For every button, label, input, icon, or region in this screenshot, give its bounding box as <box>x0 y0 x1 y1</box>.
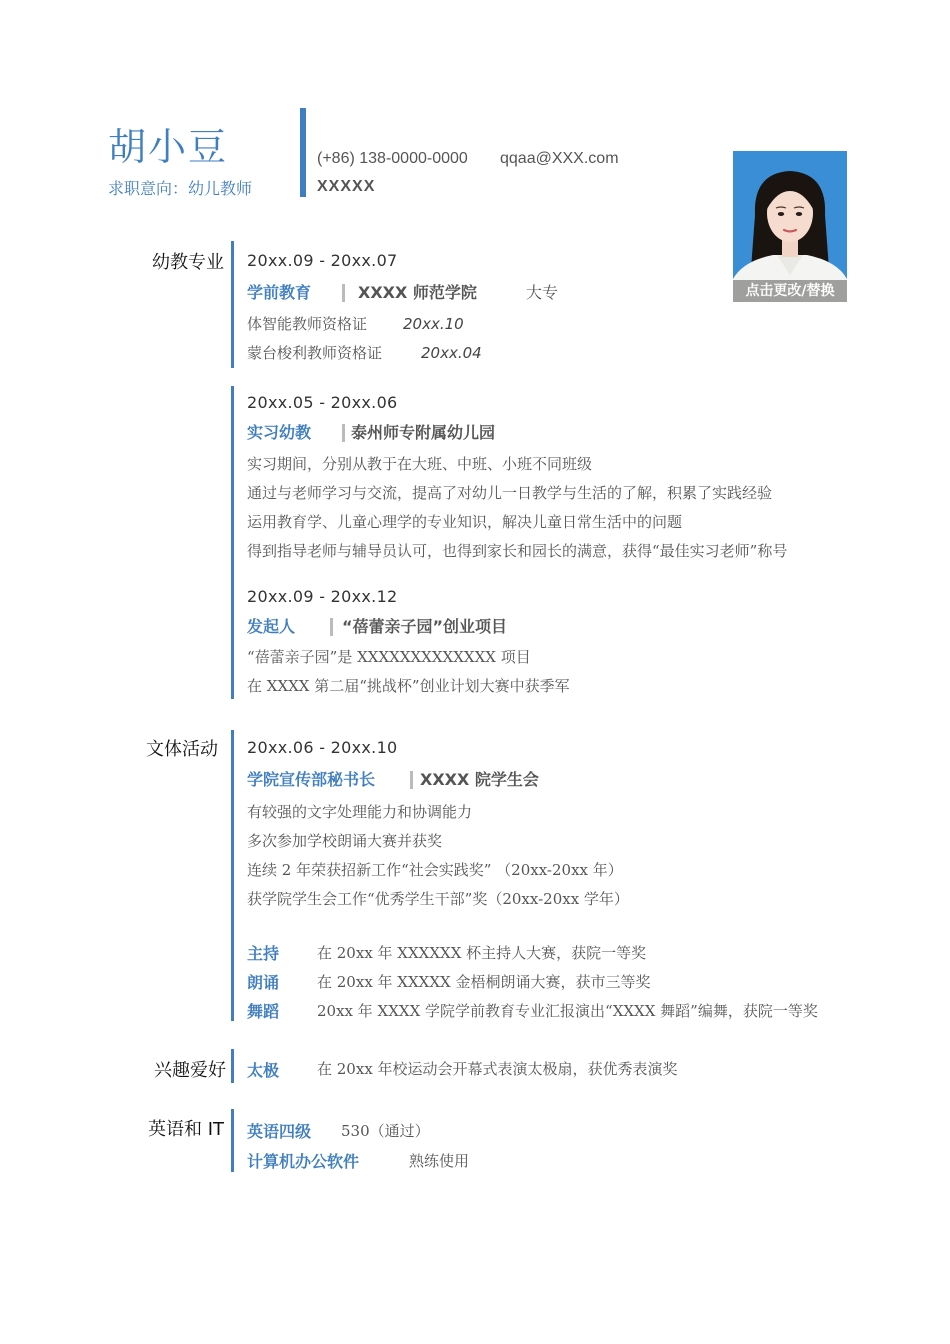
cert-date: 20xx.10 <box>403 315 464 333</box>
award-text: 20xx 年 XXXX 学院学前教育专业汇报演出“XXXX 舞蹈”编舞，获院一等奖 <box>317 1002 818 1020</box>
project-role: 发起人 <box>247 617 296 636</box>
skill-label: 英语四级 <box>247 1122 312 1141</box>
header-divider <box>300 108 306 197</box>
activities-org: XXXX 院学生会 <box>420 770 539 789</box>
address: XXXXX <box>317 178 376 195</box>
project-date: 20xx.09 - 20xx.12 <box>247 587 398 606</box>
education-date: 20xx.09 - 20xx.07 <box>247 251 398 270</box>
education-degree: 大专 <box>526 283 559 302</box>
award-text: 在 20xx 年 XXXXX 金梧桐朗诵大赛，获市三等奖 <box>317 973 651 991</box>
separator <box>330 618 333 636</box>
project-org: “蓓蕾亲子园”创业项目 <box>342 617 508 636</box>
section-title-hobbies: 兴趣爱好 <box>154 1060 226 1081</box>
award-text: 在 20xx 年 XXXXXX 杯主持人大赛，获院一等奖 <box>317 944 647 962</box>
cert-name: 体智能教师资格证 <box>247 315 368 333</box>
cert-name: 蒙台梭利教师资格证 <box>247 344 383 362</box>
hobby-label: 太极 <box>247 1061 280 1080</box>
hobby-text: 在 20xx 年校运动会开幕式表演太极扇，获优秀表演奖 <box>317 1060 678 1078</box>
photo-change-caption[interactable]: 点击更改/替换 <box>733 280 847 302</box>
activities-role: 学院宣传部秘书长 <box>247 770 376 789</box>
award-label: 主持 <box>247 944 280 963</box>
activities-line: 有较强的文字处理能力和协调能力 <box>247 803 473 821</box>
cert-date: 20xx.04 <box>421 344 482 362</box>
internship-line: 运用教育学、儿童心理学的专业知识，解决儿童日常生活中的问题 <box>247 513 683 531</box>
skill-value: 熟练使用 <box>409 1152 470 1170</box>
section-bar-skills <box>231 1109 234 1172</box>
activities-line: 获学院学生会工作“优秀学生干部”奖（20xx-20xx 学年） <box>247 890 629 908</box>
education-school: XXXX 师范学院 <box>358 283 477 302</box>
separator <box>342 424 345 442</box>
profile-photo[interactable] <box>733 151 847 302</box>
separator <box>410 771 413 789</box>
section-title-education: 幼教专业 <box>152 252 224 273</box>
section-bar-hobbies <box>231 1049 234 1083</box>
section-title-activities: 文体活动 <box>146 739 218 760</box>
award-label: 朗诵 <box>247 973 280 992</box>
activities-line: 连续 2 年荣获招新工作“社会实践奖” （20xx-20xx 年） <box>247 861 623 879</box>
candidate-name: 胡小豆 <box>108 125 229 169</box>
internship-line: 通过与老师学习与交流，提高了对幼儿一日教学与生活的了解，积累了实践经验 <box>247 484 773 502</box>
internship-line: 得到指导老师与辅导员认可，也得到家长和园长的满意，获得“最佳实习老师”称号 <box>247 542 788 560</box>
internship-role: 实习幼教 <box>247 423 312 442</box>
project-line: “蓓蕾亲子园”是 XXXXXXXXXXXXX 项目 <box>247 648 531 666</box>
section-bar-education <box>231 241 234 368</box>
phone-number: (+86) 138-0000-0000 <box>317 150 468 167</box>
education-major: 学前教育 <box>247 283 312 302</box>
internship-date: 20xx.05 - 20xx.06 <box>247 393 398 412</box>
award-label: 舞蹈 <box>247 1002 280 1021</box>
project-line: 在 XXXX 第二届“挑战杯”创业计划大赛中获季军 <box>247 677 570 695</box>
section-bar-activities <box>231 730 234 1021</box>
activities-line: 多次参加学校朗诵大赛并获奖 <box>247 832 443 850</box>
activities-date: 20xx.06 - 20xx.10 <box>247 738 398 757</box>
job-intent: 求职意向：幼儿教师 <box>108 179 253 198</box>
section-title-skills: 英语和 IT <box>147 1119 224 1140</box>
separator <box>342 284 345 302</box>
email-address: qqaa@XXX.com <box>500 150 619 167</box>
skill-value: 530（通过） <box>341 1122 430 1140</box>
skill-label: 计算机办公软件 <box>247 1152 360 1171</box>
internship-org: 泰州师专附属幼儿园 <box>351 423 496 442</box>
internship-line: 实习期间，分别从教于在大班、中班、小班不同班级 <box>247 455 593 473</box>
section-bar-experience <box>231 386 234 699</box>
